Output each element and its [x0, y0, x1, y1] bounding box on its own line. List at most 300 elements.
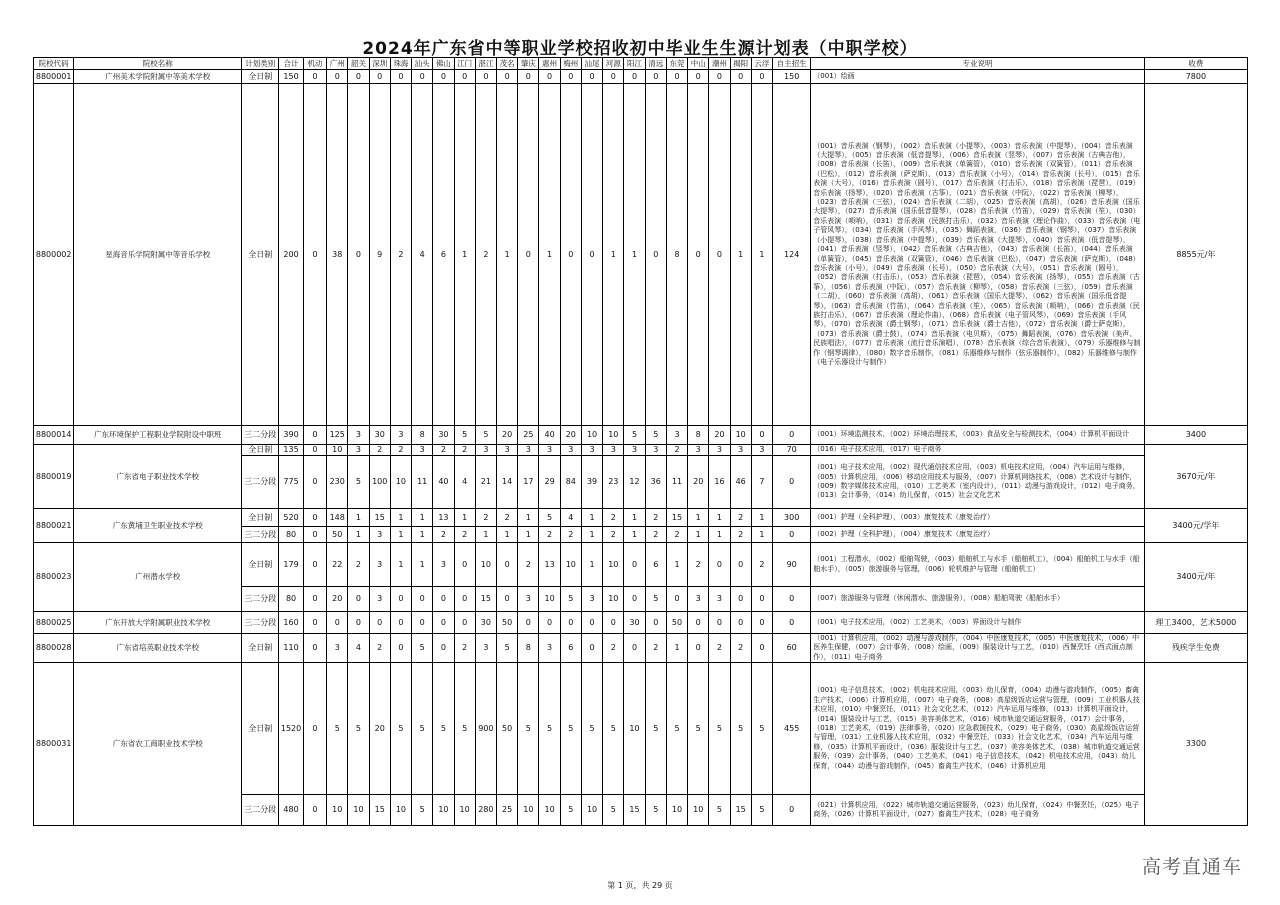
quota-cell: 5	[709, 663, 730, 795]
quota-cell: 8	[666, 84, 687, 426]
quota-cell: 5	[751, 795, 772, 826]
quota-cell: 0	[327, 70, 348, 84]
quota-cell: 5	[730, 663, 751, 795]
quota-cell: 1	[454, 509, 475, 527]
quota-cell: 0	[303, 84, 326, 426]
quota-cell: 0	[581, 612, 602, 634]
quota-cell: 1	[751, 84, 772, 426]
table-row	[34, 663, 1248, 795]
plan-type-cell: 三二分段	[242, 587, 279, 612]
quota-cell: 5	[497, 634, 518, 663]
quota-cell: 13	[433, 509, 454, 527]
quota-cell: 1	[412, 543, 433, 587]
header-cell: 收费	[1144, 58, 1247, 70]
quota-cell: 0	[433, 634, 454, 663]
quota-cell: 2	[603, 527, 624, 543]
header-cell: 潮州	[709, 58, 730, 70]
header-cell: 茂名	[497, 58, 518, 70]
quota-cell: 0	[433, 70, 454, 84]
header-cell: 计划类别	[242, 58, 279, 70]
quota-cell: 3	[412, 445, 433, 456]
quota-cell: 2	[751, 543, 772, 587]
quota-cell: 0	[709, 612, 730, 634]
quota-cell: 2	[390, 84, 411, 426]
quota-cell: 1	[348, 509, 369, 527]
watermark-text: 高考直通车	[1142, 856, 1243, 878]
quota-cell: 1	[518, 527, 539, 543]
quota-cell: 2	[539, 527, 560, 543]
quota-cell: 135	[279, 445, 303, 456]
quota-cell: 0	[560, 612, 581, 634]
quota-cell: 3	[581, 445, 602, 456]
quota-cell: 10	[560, 543, 581, 587]
quota-cell: 3	[475, 445, 496, 456]
header-cell: 专业说明	[811, 58, 1145, 70]
quota-cell: 390	[279, 426, 303, 445]
header-cell: 肇庆	[518, 58, 539, 70]
quota-cell: 5	[412, 634, 433, 663]
quota-cell: 0	[303, 795, 326, 826]
quota-cell: 36	[645, 456, 666, 509]
quota-cell: 13	[539, 543, 560, 587]
quota-cell: 1	[518, 509, 539, 527]
quota-cell: 0	[709, 84, 730, 426]
quota-cell: 5	[454, 426, 475, 445]
quota-cell: 17	[518, 456, 539, 509]
major-description-cell: （016）电子技术应用，（017）电子商务	[811, 445, 1145, 456]
quota-cell: 2	[454, 634, 475, 663]
quota-cell: 3	[603, 445, 624, 456]
quota-cell: 5	[603, 663, 624, 795]
quota-cell: 20	[327, 587, 348, 612]
quota-cell: 455	[773, 663, 811, 795]
quota-cell: 0	[624, 634, 645, 663]
quota-cell: 0	[475, 70, 496, 84]
quota-cell: 2	[666, 445, 687, 456]
quota-cell: 30	[369, 426, 390, 445]
quota-cell: 0	[390, 70, 411, 84]
quota-cell: 0	[454, 612, 475, 634]
quota-cell: 0	[412, 612, 433, 634]
quota-cell: 0	[730, 587, 751, 612]
quota-cell: 0	[560, 70, 581, 84]
school-code-cell: 8800014	[34, 426, 74, 445]
quota-cell: 2	[709, 634, 730, 663]
header-cell: 清远	[645, 58, 666, 70]
quota-cell: 3	[369, 543, 390, 587]
quota-cell: 1	[390, 509, 411, 527]
quota-cell: 20	[709, 426, 730, 445]
quota-cell: 5	[645, 426, 666, 445]
quota-cell: 2	[475, 509, 496, 527]
quota-cell: 5	[390, 663, 411, 795]
header-cell: 广州	[327, 58, 348, 70]
quota-cell: 10	[603, 426, 624, 445]
header-cell: 深圳	[369, 58, 390, 70]
plan-type-cell: 三二分段	[242, 456, 279, 509]
school-name-cell: 星海音乐学院附属中等音乐学校	[74, 84, 242, 426]
quota-cell: 0	[773, 795, 811, 826]
major-description-cell: （007）旅游服务与管理（休闲潜水、旅游服务），（008）船舶驾驶（船舶水手）	[811, 587, 1145, 612]
quota-cell: 0	[390, 587, 411, 612]
quota-cell: 6	[433, 84, 454, 426]
quota-cell: 150	[773, 70, 811, 84]
quota-cell: 20	[560, 426, 581, 445]
header-row	[34, 58, 1248, 70]
quota-cell: 0	[751, 426, 772, 445]
plan-type-cell: 全日制	[242, 543, 279, 587]
quota-cell: 2	[497, 509, 518, 527]
major-description-cell: （001）环境监测技术，（002）环境治理技术，（003）食品安全与检测技术，（004）计算机平面设计	[811, 426, 1145, 445]
quota-cell: 0	[303, 509, 326, 527]
page-footer: 第 1 页，共 29 页	[607, 881, 673, 890]
quota-cell: 40	[539, 426, 560, 445]
quota-cell: 0	[327, 612, 348, 634]
quota-cell: 1	[497, 527, 518, 543]
school-name-cell: 广州美术学院附属中等美术学校	[74, 70, 242, 84]
header-cell: 机动	[303, 58, 326, 70]
quota-cell: 38	[327, 84, 348, 426]
quota-cell: 1	[390, 527, 411, 543]
header-cell: 韶关	[348, 58, 369, 70]
quota-cell: 14	[497, 456, 518, 509]
quota-cell: 50	[327, 527, 348, 543]
quota-cell: 8	[412, 426, 433, 445]
table-row	[34, 84, 1248, 426]
header-cell: 佛山	[433, 58, 454, 70]
school-code-cell: 8800002	[34, 84, 74, 426]
quota-cell: 0	[454, 587, 475, 612]
fee-cell: 理工3400、艺术5000	[1144, 612, 1247, 634]
table-body	[34, 70, 1248, 826]
quota-cell: 3	[348, 445, 369, 456]
quota-cell: 0	[539, 612, 560, 634]
quota-cell: 30	[433, 426, 454, 445]
major-description-cell: （001）护理（全科护理），（003）康复技术（康复治疗）	[811, 509, 1145, 527]
quota-cell: 148	[327, 509, 348, 527]
quota-cell: 0	[497, 543, 518, 587]
quota-cell: 0	[581, 70, 602, 84]
major-description-cell: （001）计算机应用，（002）动漫与游戏制作，（004）中医康复技术，（005）中医康复技术，（006）中医养生保健，（007）会计事务，（008）绘画，（009）服装设计与工艺，（010）西餐烹饪（西式面点制作），（011）电子商务	[811, 634, 1145, 663]
quota-cell: 2	[666, 527, 687, 543]
quota-cell: 2	[645, 527, 666, 543]
plan-type-cell: 全日制	[242, 84, 279, 426]
school-code-cell: 8800001	[34, 70, 74, 84]
quota-cell: 22	[327, 543, 348, 587]
table-row	[34, 509, 1248, 527]
quota-cell: 30	[624, 612, 645, 634]
quota-cell: 1	[709, 527, 730, 543]
quota-cell: 0	[497, 587, 518, 612]
quota-cell: 1	[454, 84, 475, 426]
header-cell: 院校代码	[34, 58, 74, 70]
quota-cell: 5	[709, 795, 730, 826]
quota-cell: 15	[369, 795, 390, 826]
plan-type-cell: 三二分段	[242, 426, 279, 445]
quota-cell: 3	[369, 527, 390, 543]
quota-cell: 5	[603, 795, 624, 826]
quota-cell: 5	[454, 663, 475, 795]
quota-cell: 40	[433, 456, 454, 509]
enrollment-plan-table	[33, 57, 1248, 826]
quota-cell: 4	[454, 456, 475, 509]
plan-type-cell: 全日制	[242, 663, 279, 795]
quota-cell: 0	[624, 543, 645, 587]
quota-cell: 0	[497, 70, 518, 84]
quota-cell: 0	[751, 634, 772, 663]
quota-cell: 1	[666, 543, 687, 587]
quota-cell: 3	[433, 543, 454, 587]
quota-cell: 3	[688, 445, 709, 456]
school-code-cell: 8800028	[34, 634, 74, 663]
quota-cell: 10	[327, 445, 348, 456]
quota-cell: 5	[560, 795, 581, 826]
fee-cell: 3400元/学年	[1144, 509, 1247, 543]
quota-cell: 3	[327, 634, 348, 663]
quota-cell: 0	[390, 634, 411, 663]
school-name-cell: 广东环境保护工程职业学院附设中职班	[74, 426, 242, 445]
header-cell: 合计	[279, 58, 303, 70]
quota-cell: 8	[688, 426, 709, 445]
quota-cell: 4	[412, 84, 433, 426]
quota-cell: 1	[539, 84, 560, 426]
quota-cell: 30	[475, 612, 496, 634]
header-cell: 揭阳	[730, 58, 751, 70]
quota-cell: 124	[773, 84, 811, 426]
quota-cell: 0	[303, 612, 326, 634]
header-cell: 珠海	[390, 58, 411, 70]
fee-cell: 7800	[1144, 70, 1247, 84]
quota-cell: 1	[666, 634, 687, 663]
quota-cell: 2	[730, 509, 751, 527]
quota-cell: 5	[539, 509, 560, 527]
quota-cell: 0	[709, 70, 730, 84]
quota-cell: 10	[327, 795, 348, 826]
quota-cell: 5	[666, 663, 687, 795]
quota-cell: 25	[497, 795, 518, 826]
quota-cell: 90	[773, 543, 811, 587]
quota-cell: 1	[581, 527, 602, 543]
quota-cell: 520	[279, 509, 303, 527]
major-description-cell: （001）电子技术应用，（002）现代通信技术应用，（003）机电技术应用，（004）汽车运用与维修，（005）计算机应用，（006）移动应用技术与服务，（007）计算机网络技术，（008）艺术设计与制作，（009）数字媒体技术应用，（010）工艺美术（室内设计），（011）动漫与游戏设计，（012）电子商务，（013）会计事务，（014）幼儿保育，（015）社会文化艺术	[811, 456, 1145, 509]
quota-cell: 2	[603, 634, 624, 663]
fee-cell: 3400元/年	[1144, 543, 1247, 612]
quota-cell: 2	[475, 84, 496, 426]
quota-cell: 10	[348, 795, 369, 826]
fee-cell: 3400	[1144, 426, 1247, 445]
quota-cell: 0	[348, 587, 369, 612]
quota-cell: 0	[433, 587, 454, 612]
quota-cell: 1	[497, 84, 518, 426]
header-cell: 河源	[603, 58, 624, 70]
quota-cell: 3	[390, 426, 411, 445]
quota-cell: 5	[560, 663, 581, 795]
quota-cell: 3	[709, 445, 730, 456]
quota-cell: 0	[645, 70, 666, 84]
quota-cell: 125	[327, 426, 348, 445]
quota-cell: 0	[666, 587, 687, 612]
quota-cell: 10	[390, 456, 411, 509]
school-name-cell: 广东省培英职业技术学校	[74, 634, 242, 663]
quota-cell: 5	[348, 663, 369, 795]
quota-cell: 2	[688, 543, 709, 587]
quota-cell: 3	[539, 445, 560, 456]
quota-cell: 50	[497, 663, 518, 795]
quota-cell: 1	[475, 527, 496, 543]
quota-cell: 3	[581, 587, 602, 612]
school-code-cell: 8800025	[34, 612, 74, 634]
quota-cell: 20	[688, 456, 709, 509]
quota-cell: 9	[369, 84, 390, 426]
quota-cell: 2	[348, 543, 369, 587]
quota-cell: 0	[433, 612, 454, 634]
quota-cell: 20	[497, 426, 518, 445]
table-row	[34, 634, 1248, 663]
quota-cell: 5	[348, 456, 369, 509]
quota-cell: 5	[645, 587, 666, 612]
table-row	[34, 445, 1248, 456]
quota-cell: 0	[369, 612, 390, 634]
plan-type-cell: 三二分段	[242, 527, 279, 543]
quota-cell: 5	[645, 795, 666, 826]
quota-cell: 5	[433, 663, 454, 795]
quota-cell: 23	[603, 456, 624, 509]
quota-cell: 20	[369, 663, 390, 795]
quota-cell: 0	[348, 84, 369, 426]
quota-cell: 10	[581, 426, 602, 445]
table-row	[34, 70, 1248, 84]
plan-type-cell: 全日制	[242, 70, 279, 84]
quota-cell: 4	[348, 634, 369, 663]
quota-cell: 5	[327, 663, 348, 795]
quota-cell: 15	[475, 587, 496, 612]
quota-cell: 0	[624, 587, 645, 612]
quota-cell: 0	[603, 70, 624, 84]
header-cell: 湛江	[475, 58, 496, 70]
quota-cell: 5	[518, 663, 539, 795]
quota-cell: 10	[624, 663, 645, 795]
quota-cell: 1	[390, 543, 411, 587]
major-description-cell: （001）音乐表演（钢琴），（002）音乐表演（小提琴），（003）音乐表演（中提琴），（004）音乐表演（大提琴），（005）音乐表演（低音提琴），（006）音乐表演（竖琴），（007）音乐表演（古典吉他），（008）音乐表演（长笛），（009）音乐表演（单簧管），（010）音乐表演（双簧管），（011）音乐表演（巴松），（012）音乐表演（萨克斯），（013）音乐表演（小号），（014）音乐表演（长号），（015）音乐表演（大号），（016）音乐表演（圆号），（017）音乐表演（打击乐），（018）音乐表演（琵琶），（019）音乐表演（扬琴），（020）音乐表演（古筝），（021）音乐表演（中阮），（022）音乐表演（柳琴），（023）音乐表演（三弦），（024）音乐表演（二胡），（025）音乐表演（高胡），（026）音乐表演（国乐大提琴），（027）音乐表演（国乐低音提琴），（028）音乐表演（竹笛），（029）音乐表演（笙），（030）音乐表演（唢呐），（031）音乐表演（民族打击乐），（032）音乐表演（理论作曲），（033）音乐表演（电子管风琴），（034）音乐表演（手风琴），（035）舞蹈表演，（036）音乐表演（钢琴），（037）音乐表演（小提琴），（038）音乐表演（中提琴），（039）音乐表演（大提琴），（040）音乐表演（低音提琴），（041）音乐表演（竖琴），（042）音乐表演（古典吉他），（043）音乐表演（长笛），（044）音乐表演（单簧管），（045）音乐表演（双簧管），（046）音乐表演（巴松），（047）音乐表演（萨克斯），（048）音乐表演（小号），（049）音乐表演（长号），（050）音乐表演（大号），（051）音乐表演（圆号），（052）音乐表演（打击乐），（053）音乐表演（琵琶），（054）音乐表演（扬琴），（055）音乐表演（古筝），（056）音乐表演（中阮），（057）音乐表演（柳琴），（058）音乐表演（三弦），（059）音乐表演（二胡），（060）音乐表演（高胡），（061）音乐表演（国乐大提琴），（062）音乐表演（国乐低音提琴），（063）音乐表演（竹笛），（064）音乐表演（笙），（065）音乐表演（唢呐），（066）音乐表演（民族打击乐），（067）音乐表演（理论作曲），（068）音乐表演（电子管风琴），（069）音乐表演（手风琴），（070）音乐表演（爵士钢琴），（071）音乐表演（爵士吉他），（072）音乐表演（爵士萨克斯），（073）音乐表演（爵士鼓），（074）音乐表演（电贝斯），（075）舞蹈表演，（076）音乐表演（美声、民族唱法），（077）音乐表演（流行音乐演唱），（078）音乐表演（综合音乐表演），（079）乐器维修与制作（钢琴调律），（080）数字音乐制作，（081）乐器维修与制作（弦乐器制作），（082）乐器维修与制作（电子乐器设计与制作）	[811, 84, 1145, 426]
quota-cell: 0	[454, 70, 475, 84]
quota-cell: 0	[773, 527, 811, 543]
major-description-cell: （001）电子技术应用，（002）工艺美术，（003）界面设计与制作	[811, 612, 1145, 634]
plan-type-cell: 三二分段	[242, 795, 279, 826]
quota-cell: 0	[773, 426, 811, 445]
plan-type-cell: 全日制	[242, 445, 279, 456]
quota-cell: 110	[279, 634, 303, 663]
quota-cell: 10	[603, 587, 624, 612]
quota-cell: 0	[645, 612, 666, 634]
quota-cell: 0	[581, 84, 602, 426]
fee-cell: 8855元/年	[1144, 84, 1247, 426]
quota-cell: 15	[369, 509, 390, 527]
quota-cell: 0	[303, 663, 326, 795]
quota-cell: 0	[751, 587, 772, 612]
header-cell: 惠州	[539, 58, 560, 70]
quota-cell: 2	[560, 527, 581, 543]
quota-cell: 5	[412, 795, 433, 826]
quota-cell: 10	[688, 795, 709, 826]
quota-cell: 1	[412, 527, 433, 543]
school-name-cell: 广东省农工商职业技术学校	[74, 663, 242, 826]
quota-cell: 1	[603, 84, 624, 426]
quota-cell: 0	[412, 70, 433, 84]
school-name-cell: 广东黄埔卫生职业技术学校	[74, 509, 242, 543]
quota-cell: 80	[279, 587, 303, 612]
header-cell: 汕尾	[581, 58, 602, 70]
quota-cell: 0	[730, 612, 751, 634]
quota-cell: 0	[518, 612, 539, 634]
quota-cell: 5	[475, 426, 496, 445]
quota-cell: 16	[709, 456, 730, 509]
quota-cell: 3	[475, 634, 496, 663]
quota-cell: 3	[688, 587, 709, 612]
quota-cell: 0	[303, 543, 326, 587]
quota-cell: 8	[518, 634, 539, 663]
quota-cell: 0	[303, 587, 326, 612]
quota-cell: 0	[518, 70, 539, 84]
quota-cell: 0	[773, 456, 811, 509]
quota-cell: 15	[666, 509, 687, 527]
quota-cell: 0	[688, 612, 709, 634]
header-cell: 院校名称	[74, 58, 242, 70]
quota-cell: 7	[751, 456, 772, 509]
quota-cell: 2	[433, 445, 454, 456]
quota-cell: 0	[688, 84, 709, 426]
quota-cell: 3	[709, 587, 730, 612]
header-cell: 中山	[688, 58, 709, 70]
quota-cell: 3	[539, 634, 560, 663]
quota-cell: 12	[624, 456, 645, 509]
header-cell: 阳江	[624, 58, 645, 70]
major-description-cell: （001）绘画	[811, 70, 1145, 84]
quota-cell: 84	[560, 456, 581, 509]
quota-cell: 46	[730, 456, 751, 509]
quota-cell: 0	[303, 445, 326, 456]
quota-cell: 5	[560, 587, 581, 612]
quota-cell: 0	[751, 70, 772, 84]
quota-cell: 3	[560, 445, 581, 456]
quota-cell: 0	[688, 634, 709, 663]
quota-cell: 1	[581, 509, 602, 527]
quota-cell: 6	[560, 634, 581, 663]
quota-cell: 70	[773, 445, 811, 456]
quota-cell: 2	[369, 634, 390, 663]
school-code-cell: 8800023	[34, 543, 74, 612]
quota-cell: 2	[454, 527, 475, 543]
quota-cell: 2	[518, 543, 539, 587]
quota-cell: 5	[624, 426, 645, 445]
quota-cell: 21	[475, 456, 496, 509]
plan-type-cell: 全日制	[242, 509, 279, 527]
quota-cell: 3	[348, 426, 369, 445]
quota-cell: 280	[475, 795, 496, 826]
quota-cell: 1	[624, 84, 645, 426]
quota-cell: 1	[412, 509, 433, 527]
quota-cell: 0	[303, 426, 326, 445]
quota-cell: 0	[303, 527, 326, 543]
quota-cell: 1	[688, 527, 709, 543]
quota-cell: 1	[751, 527, 772, 543]
school-name-cell: 广东开放大学附属职业技术学校	[74, 612, 242, 634]
quota-cell: 1	[581, 543, 602, 587]
quota-cell: 3	[751, 445, 772, 456]
major-description-cell: （001）工程潜水，（002）船舶驾驶，（003）船舶机工与水手（船舶机工），（004）船舶机工与水手（船舶水手），（005）旅游服务与管理，（006）轮机维护与管理（船舶机工）	[811, 543, 1145, 587]
plan-type-cell: 三二分段	[242, 612, 279, 634]
quota-cell: 0	[303, 634, 326, 663]
quota-cell: 0	[539, 70, 560, 84]
